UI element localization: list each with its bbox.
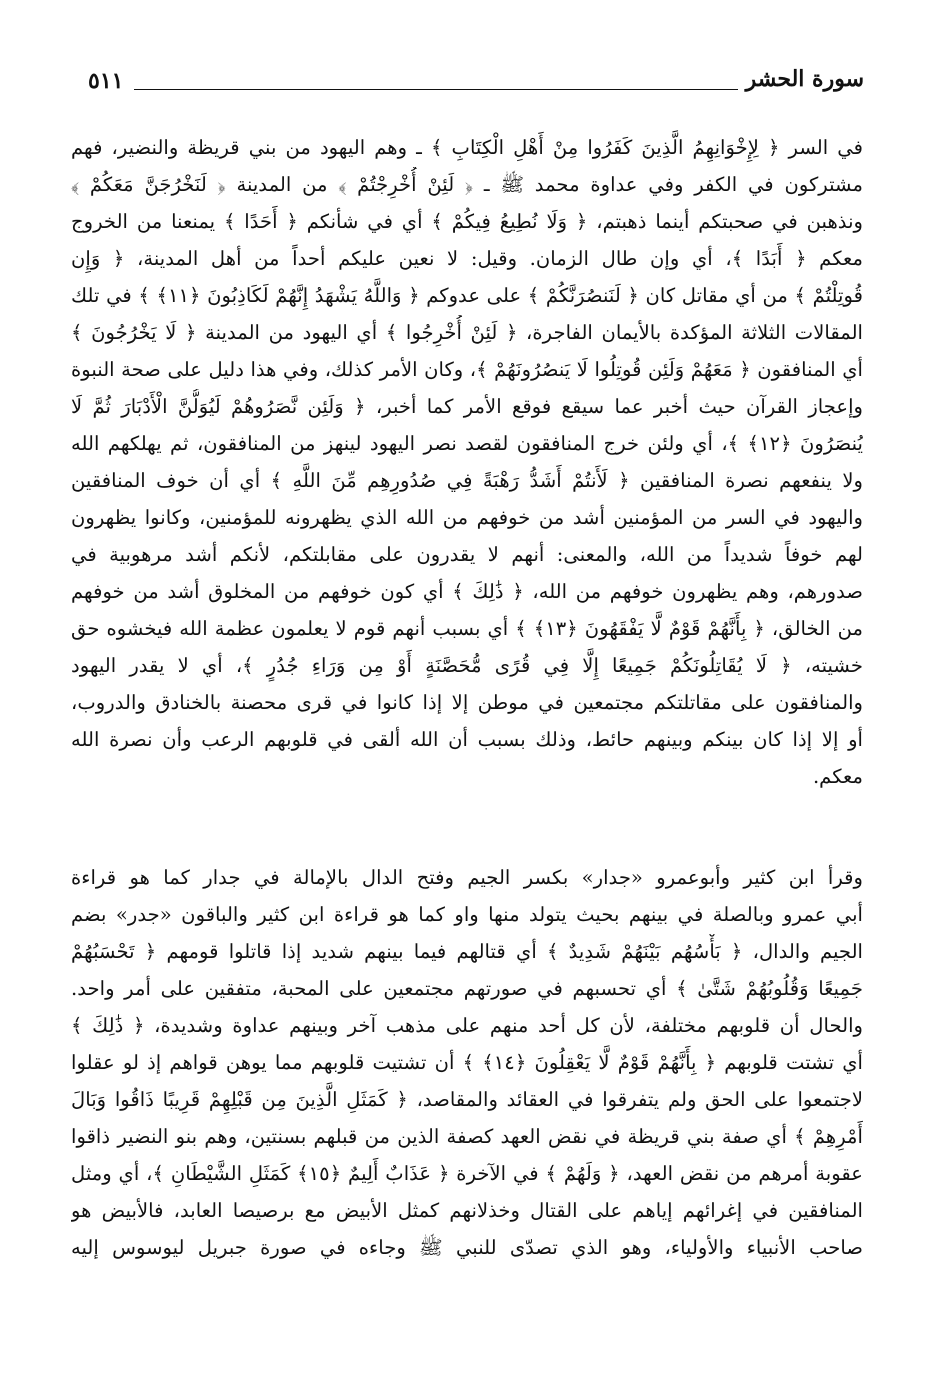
text-line: يُنصَرُونَ ﴿١٢﴾ ﴾، أي ولئن خرج المنافقون لقصد نصر اليهود لينهز من المنافقون، ثم يهلكهم الله [71,432,863,455]
text-line: معكم. [812,765,863,788]
text-line: أو إلا إذا كان بينكم وبينهم حائط، وذلك بسبب أن الله ألقى في قلوبهم الرعب وأن نصرة الله [71,728,863,751]
page-number: ٥١١ [88,68,124,94]
text-line: لهم خوفاً شديداً من الله، والمعنى: أنهم لا يقدرون على مقابلتكم، لأنكم أشد مرهوبية في [71,543,863,566]
header-rule [134,89,738,90]
text-line: الجيم والدال، ﴿ بَأْسُهُم بَيْنَهُمْ شَدِيدٌ ﴾ أي قتالهم فيما بينهم شديد إذا قاتلوا قومهم ﴿ تَحْسَبُهُمْ [71,940,863,963]
text-line: واليهود في السر من المؤمنين أشد من خوفهم من الله الذي يظهرونه للمؤمنين، وكانوا يظهرون [71,506,863,529]
text-line: قُوتِلْتُمْ ﴾ من أي مقاتل كان ﴿ لَنَنصُرَنَّكُمْ ﴾ على عدوكم ﴿ وَاللَّهُ يَشْهَدُ إِنَّهُمْ لَكَاذِبُونَ ﴿١١﴾ ﴾ في تلك [71,284,863,307]
text-line: ولا ينفعهم نصرة المنافقين ﴿ لَأَنتُمْ أَشَدُّ رَهْبَةً فِي صُدُورِهِم مِّنَ اللَّهِ ﴾ أي أن خوف المنافقين [71,469,863,492]
text-line: أي تشتت قلوبهم ﴿ بِأَنَّهُمْ قَوْمٌ لَّا يَعْقِلُونَ ﴿١٤﴾ ﴾ أن تشتيت قلوبهم مما يوهن قواهم إذ لو عقلوا [71,1051,863,1074]
text-line: صاحب الأنبياء والأولياء، وهو الذي تصدّى للنبي ﷺ وجاءه في صورة جبريل ليوسوس إليه [71,1236,863,1259]
page-header [88,62,864,102]
text-line: أي المنافقون ﴿ مَعَهُمْ وَلَئِن قُوتِلُوا لَا يَنصُرُونَهُمْ ﴾، وكان الأمر كذلك، وفي هذا دليل على صحة النبوة [71,358,863,381]
text-line: والمنافقون على مقاتلتكم مجتمعين في موطن إلا إذا كانوا في قرى محصنة بالخنادق والدروب، [71,691,863,714]
text-line: أبي عمرو وبالصلة في بينهم بحيث يتولد منها واو كما هو قراءة ابن كثير والباقون «جدر» بضم [71,903,863,926]
text-line: عقوبة أمرهم من نقض العهد، ﴿ وَلَهُمْ ﴾ في الآخرة ﴿ عَذَابٌ أَلِيمٌ ﴿١٥﴾ كَمَثَلِ الشَّيْطَانِ ﴾، أي ومثل [71,1162,863,1185]
surah-title: سورة الحشر [745,66,864,92]
text-line: صدورهم، وهم يظهرون خوفهم من الله، ﴿ ذَٰلِكَ ﴾ أي كون خوفهم من المخلوق أشد من خوفهم [71,580,863,603]
text-line: وقرأ ابن كثير وأبوعمرو «جدار» بكسر الجيم وفتح الدال بالإمالة في جدار كما هو قراءة [71,866,863,889]
text-line: ونذهبن في صحبتكم أينما ذهبتم، ﴿ وَلَا نُطِيعُ فِيكُمْ ﴾ أي في شأنكم ﴿ أَحَدًا ﴾ يمنعنا من الخروج [71,210,863,233]
text-line: معكم ﴿ أَبَدًا ﴾، أي وإن طال الزمان. وقيل: لا نعين عليكم أحداً من أهل المدينة، ﴿ وَإِن [71,247,863,270]
text-line: المنافقين في إغرائهم إياهم على القتال وخذلانهم كمثل الأبيض مع برصيصا العابد، فالأبيض هو [71,1199,863,1222]
text-line: وإعجاز القرآن حيث أخبر عما سيقع فوقع الأمر كما أخبر، ﴿ وَلَئِن نَّصَرُوهُمْ لَيُوَلُّنَّ الْأَدْبَارَ ثُمَّ لَا [71,395,863,418]
text-line: من الخالق، ﴿ بِأَنَّهُمْ قَوْمٌ لَّا يَفْقَهُونَ ﴿١٣﴾ ﴾ أي بسبب أنهم قوم لا يعلمون عظمة الله فيخشوه حق [71,617,863,640]
text-line: والحال أن قلوبهم مختلفة، لأن كل أحد منهم على مذهب آخر وبينهم عداوة وشديدة، ﴿ ذَٰلِكَ ﴾ [71,1014,863,1037]
text-line: المقالات الثلاثة المؤكدة بالأيمان الفاجرة، ﴿ لَئِنْ أُخْرِجُوا ﴾ أي اليهود من المدينة ﴿ لَا يَخْرُجُونَ ﴾ [71,321,863,344]
text-line: مشتركون في الكفر وفي عداوة محمد ﷺ ـ ﴿ لَئِنْ أُخْرِجْتُمْ ﴾ من المدينة ﴿ لَنَخْرُجَنَّ مَعَكُمْ ﴾ [71,173,863,196]
text-line: لاجتمعوا على الحق ولم يتفرقوا في العقائد والمقاصد، ﴿ كَمَثَلِ الَّذِينَ مِن قَبْلِهِمْ قَرِيبًا ذَاقُوا وَبَالَ [71,1088,863,1111]
text-line: جَمِيعًا وَقُلُوبُهُمْ شَتَّىٰ ﴾ أي تحسبهم في صورتهم مجتمعين على المحبة، متفقين على أمر واحد. [71,977,863,1000]
text-line: في السر ﴿ لِإِخْوَانِهِمُ الَّذِينَ كَفَرُوا مِنْ أَهْلِ الْكِتَابِ ﴾ ـ وهم اليهود من بني قريظة والنضير، فهم [71,136,863,159]
text-line: خشيته، ﴿ لَا يُقَاتِلُونَكُمْ جَمِيعًا إِلَّا فِي قُرًى مُّحَصَّنَةٍ أَوْ مِن وَرَاءِ جُدُرٍ ﴾، أي لا يقدر اليهود [71,654,863,677]
text-line: أَمْرِهِمْ ﴾ أي صفة بني قريظة في نقض العهد كصفة الذين من قبلهم بسنتين، وهم بنو النضير ذاقوا [71,1125,863,1148]
